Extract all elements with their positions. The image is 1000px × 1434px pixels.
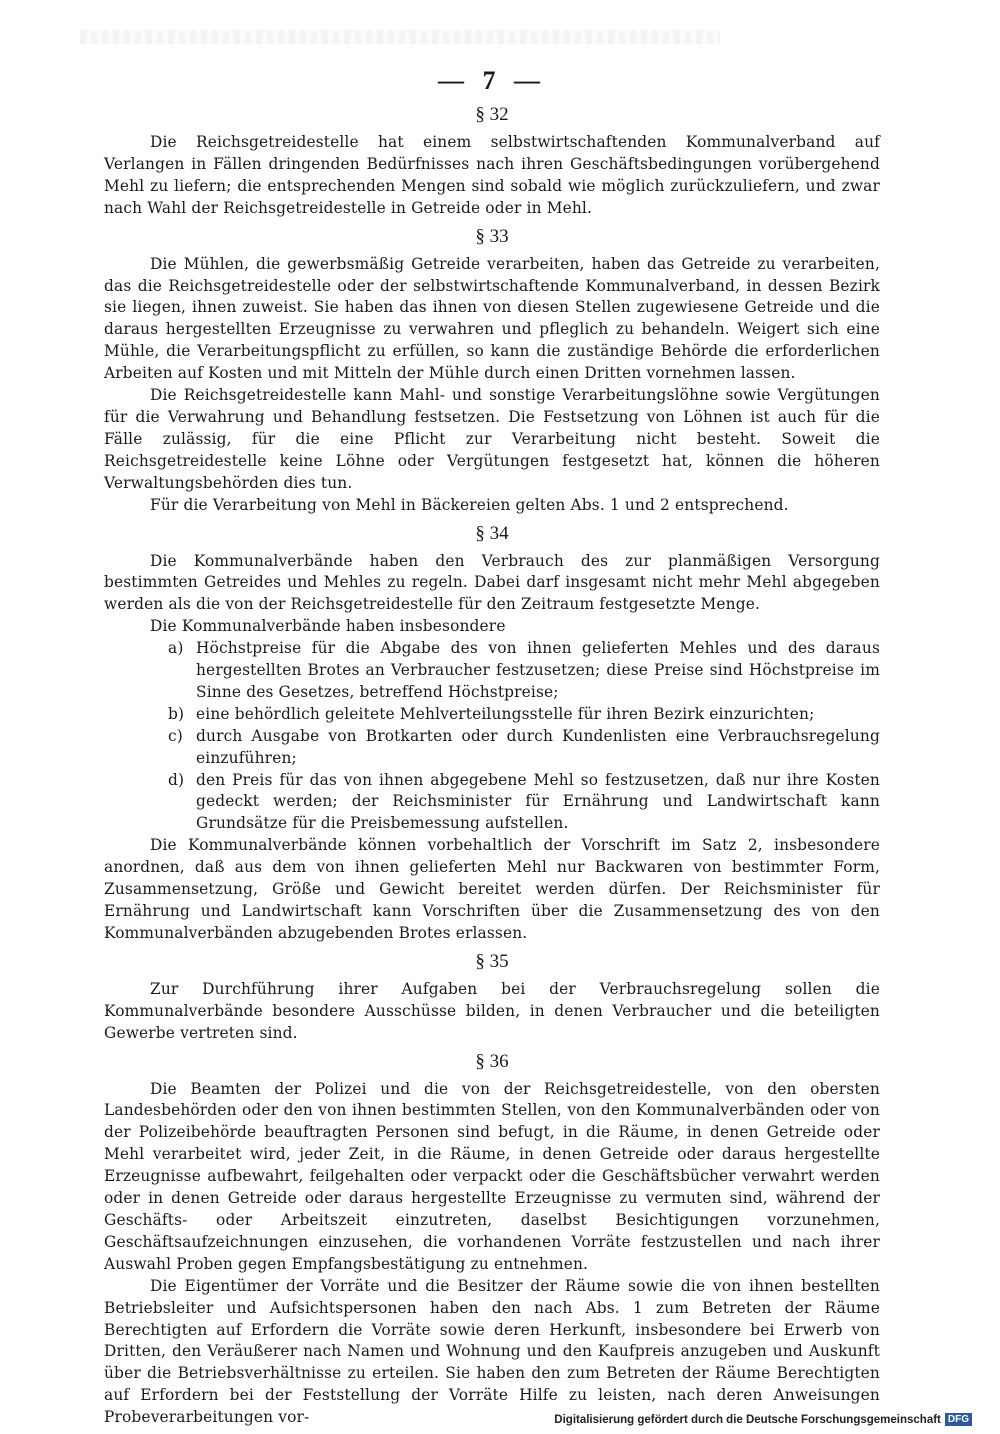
- list-marker: c): [168, 726, 183, 745]
- section-heading-35: § 35: [475, 950, 509, 972]
- paragraph: Die Beamten der Polizei und die von der Reichsgetreidestelle, von den obersten Landesbehörden oder den von ihnen bestimmten Stellen, von den Kommunalverbänden oder von der Polizeibehörde beauftragten Personen sind befugt, in die Räume, in denen Getreide oder Mehl verarbeitet wird, jeder Zeit, in die Räume, in denen Getreide oder daraus hergestellte Erzeugnisse aufbewahrt, feilgehalten oder verpackt oder die Geschäftsbücher verwahrt werden oder in denen Getreide oder daraus hergestellte Erzeugnisse zu vermuten sind, während der Geschäfts- oder Arbeitszeit einzutreten, daselbst Besichtigungen vorzunehmen, Geschäftsaufzeichnungen einzusehen, die vorhandenen Vorräte festzustellen und nach ihrer Auswahl Proben gegen Empfangsbestätigung zu entnehmen.: [104, 1079, 880, 1273]
- digitization-credit: [554, 1413, 972, 1426]
- list-marker: d): [168, 770, 185, 789]
- credit-text: Digitalisierung gefördert durch die Deutsche Forschungsgemeinschaft: [554, 1413, 941, 1426]
- list-item-text: eine behördlich geleitete Mehlverteilungsstelle für ihren Bezirk einzurichten;: [196, 704, 815, 723]
- paragraph: Die Kommunalverbände können vorbehaltlich der Vorschrift im Satz 2, insbesondere anordnen, daß aus dem von ihnen gelieferten Mehl nur Backwaren von bestimmter Form, Zusammensetzung, Größe und Gewicht bereitet werden dürfen. Der Reichsminister für Ernährung und Landwirtschaft kann Vorschriften über die Zusammensetzung des von den Kommunalverbänden abzugebenden Brotes erlassen.: [104, 836, 880, 942]
- paragraph: Die Kommunalverbände haben insbesondere: [150, 617, 506, 636]
- list-item: [168, 726, 880, 770]
- section-body-32: [104, 132, 880, 220]
- paragraph: Die Kommunalverbände haben den Verbrauch des zur planmäßigen Versorgung bestimmten Getreides und Mehles zu regeln. Dabei darf insgesamt nicht mehr Mehl abgegeben werden als die von der Reichsgetreidestelle für den Zeitraum festgesetzte Menge.: [104, 551, 880, 614]
- list-marker: b): [168, 704, 185, 723]
- list-item: [168, 638, 880, 704]
- list-item-text: den Preis für das von ihnen abgegebene Mehl so festzusetzen, daß nur ihre Kosten gedeckt werden; der Reichsminister für Ernährung und Landwirtschaft kann Grundsätze für die Preisbemessung aufstellen.: [196, 770, 880, 833]
- section-body-35: [104, 979, 880, 1045]
- section-body-36: [104, 1079, 880, 1430]
- list-item-text: durch Ausgabe von Brotkarten oder durch Kundenlisten eine Verbrauchsregelung einzuführen;: [196, 726, 880, 767]
- list-item: [168, 770, 880, 836]
- section-heading-33: § 33: [475, 225, 509, 247]
- paragraph: Die Reichsgetreidestelle hat einem selbstwirtschaftenden Kommunalverband auf Verlangen in Fällen dringenden Bedürfnisses nach ihren Geschäftsbedingungen vorübergehend Mehl zu liefern; die entsprechenden Mengen sind sobald wie möglich zurückzuliefern, und zwar nach Wahl der Reichsgetreidestelle in Getreide oder in Mehl.: [104, 133, 880, 217]
- list-item: [168, 704, 880, 726]
- document-page: [104, 64, 880, 1429]
- enumerated-list: [104, 638, 880, 835]
- paragraph: Die Reichsgetreidestelle kann Mahl- und sonstige Verarbeitungslöhne sowie Vergütungen für die Verwahrung und Behandlung festsetzen. Die Festsetzung von Löhnen ist auch für die Fälle zulässig, für die eine Pflicht zur Verarbeitung nicht besteht. Soweit die Reichsgetreidestelle keine Löhne oder Vergütungen festgesetzt hat, können die höheren Verwaltungsbehörden dies tun.: [104, 386, 880, 492]
- section-body-33: [104, 254, 880, 517]
- section-heading-32: § 32: [475, 104, 509, 125]
- paragraph: Für die Verarbeitung von Mehl in Bäckereien gelten Abs. 1 und 2 entsprechend.: [150, 495, 789, 514]
- section-heading-36: § 36: [475, 1050, 509, 1072]
- dfg-logo: DFG: [945, 1413, 972, 1426]
- list-item-text: Höchstpreise für die Abgabe des von ihnen gelieferten Mehles und des daraus hergestellten Brotes an Verbraucher festzusetzen; diese Preise sind Höchstpreise im Sinne des Gesetzes, betreffend Höchstpreise;: [196, 639, 880, 701]
- list-marker: a): [168, 639, 184, 658]
- section-body-34: [104, 551, 880, 945]
- section-heading-34: § 34: [475, 522, 509, 544]
- paragraph: Die Mühlen, die gewerbsmäßig Getreide verarbeiten, haben das Getreide zu verarbeiten, das die Reichsgetreidestelle oder der selbstwirtschaftende Kommunalverband, in dessen Bezirk sie liegen, ihnen zuweist. Sie haben das ihnen von diesen Stellen zugewiesene Getreide und die daraus hergestellten Erzeugnisse zu verwahren und pfleglich zu behandeln. Weigert sich eine Mühle, die Verarbeitungspflicht zu erfüllen, so kann die zuständige Behörde die erforderlichen Arbeiten auf Kosten und mit Mitteln der Mühle durch einen Dritten vornehmen lassen.: [104, 254, 880, 383]
- paragraph: Zur Durchführung ihrer Aufgaben bei der Verbrauchsregelung sollen die Kommunalverbände besondere Ausschüsse bilden, in denen Verbraucher und die beteiligten Gewerbe vertreten sind.: [104, 979, 880, 1042]
- paragraph: Die Eigentümer der Vorräte und die Besitzer der Räume sowie die von ihnen bestellten Betriebsleiter und Aufsichtspersonen haben den nach Abs. 1 zum Betreten der Räume Berechtigten auf Erfordern die Vorräte sowie deren Herkunft, insbesondere bei Erwerb von Dritten, den Veräußerer nach Namen und Wohnung und den Kaufpreis anzugeben und Auskunft über die Betriebsverhältnisse zu erteilen. Sie haben den zum Betreten der Räume Berechtigten auf Erfordern bei der Feststellung der Vorräte Hilfe zu leisten, nach deren Anweisungen Probeverarbeitungen vor-: [104, 1276, 880, 1427]
- scan-artifact-strip: [80, 30, 720, 44]
- page-number: — 7 —: [438, 66, 546, 95]
